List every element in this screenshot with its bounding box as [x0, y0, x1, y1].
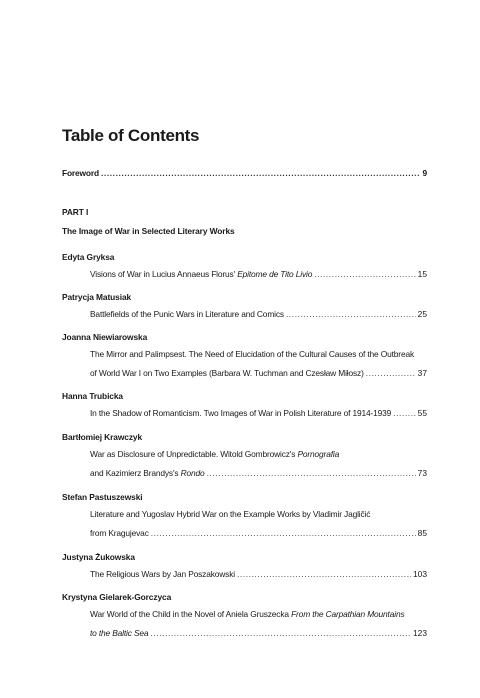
- page-title: Table of Contents: [62, 126, 200, 145]
- page-number: 55: [417, 408, 427, 418]
- author-name: Patrycja Matusiak: [62, 292, 132, 302]
- dot-leader: [101, 167, 420, 180]
- page-number: 123: [413, 628, 427, 638]
- toc-entry[interactable]: [90, 308, 427, 321]
- toc-entry[interactable]: [90, 407, 427, 420]
- toc-entry[interactable]: [90, 527, 427, 540]
- entry-title: of World War I on Two Examples (Barbara W. Tuchman and Czesław Miłosz): [90, 368, 364, 378]
- toc-entry[interactable]: [90, 568, 427, 581]
- page-number: 85: [417, 528, 427, 538]
- page-number: 37: [417, 368, 427, 378]
- author-name: Stefan Pastuszewski: [62, 492, 143, 502]
- toc-entry[interactable]: [90, 268, 427, 281]
- author-name: Joanna Niewiarowska: [62, 332, 148, 342]
- toc-entry[interactable]: [90, 627, 427, 640]
- author-name: Krystyna Gielarek-Gorczyca: [62, 592, 172, 602]
- dot-leader: [207, 467, 416, 480]
- entry-title: Battlefields of the Punic Wars in Literature and Comics: [90, 309, 284, 319]
- dot-leader: [366, 367, 416, 380]
- entry-title: Foreword: [62, 168, 99, 178]
- author-name: Bartłomiej Krawczyk: [62, 432, 143, 442]
- toc-entry[interactable]: [90, 467, 427, 480]
- page-number: 25: [417, 309, 427, 319]
- page-number: 73: [417, 468, 427, 478]
- page-number: 15: [417, 269, 427, 279]
- entry-title: Visions of War in Lucius Annaeus Florus' Epitome de Tito Livio: [90, 269, 313, 279]
- toc-entry-foreword[interactable]: [62, 167, 427, 180]
- author-name: Justyna Żukowska: [62, 552, 135, 562]
- page-number: 103: [413, 569, 427, 579]
- author-name: Edyta Gryksa: [62, 252, 115, 262]
- entry-title: The Religious Wars by Jan Poszakowski: [90, 569, 235, 579]
- toc-page: [62, 0, 427, 698]
- dot-leader: [286, 308, 416, 321]
- entry-title: from Kragujevac: [90, 528, 149, 538]
- entry-title-line: War World of the Child in the Novel of Aniela Gruszecka From the Carpathian Mountains: [90, 609, 405, 619]
- dot-leader: [150, 627, 411, 640]
- entry-title-line: War as Disclosure of Unpredictable. Witold Gombrowicz's Pornografia: [90, 449, 340, 459]
- page-number: 9: [422, 168, 427, 178]
- dot-leader: [314, 268, 415, 281]
- author-name: Hanna Trubicka: [62, 391, 123, 401]
- entry-title: In the Shadow of Romanticism. Two Images of War in Polish Literature of 1914-1939: [90, 408, 392, 418]
- toc-entry[interactable]: [90, 367, 427, 380]
- entry-title-line: Literature and Yugoslav Hybrid War on the Example Works by Vladimir Jagličić: [90, 509, 371, 519]
- dot-leader: [393, 407, 416, 420]
- part-label: PART I: [62, 207, 89, 217]
- dot-leader: [151, 527, 416, 540]
- dot-leader: [237, 568, 411, 581]
- entry-title: and Kazimierz Brandys's Rondo: [90, 468, 205, 478]
- entry-title-line: The Mirror and Palimpsest. The Need of Elucidation of the Cultural Causes of the Outbreak: [90, 349, 414, 359]
- entry-title: to the Baltic Sea: [90, 628, 149, 638]
- part-heading: The Image of War in Selected Literary Works: [62, 226, 235, 236]
